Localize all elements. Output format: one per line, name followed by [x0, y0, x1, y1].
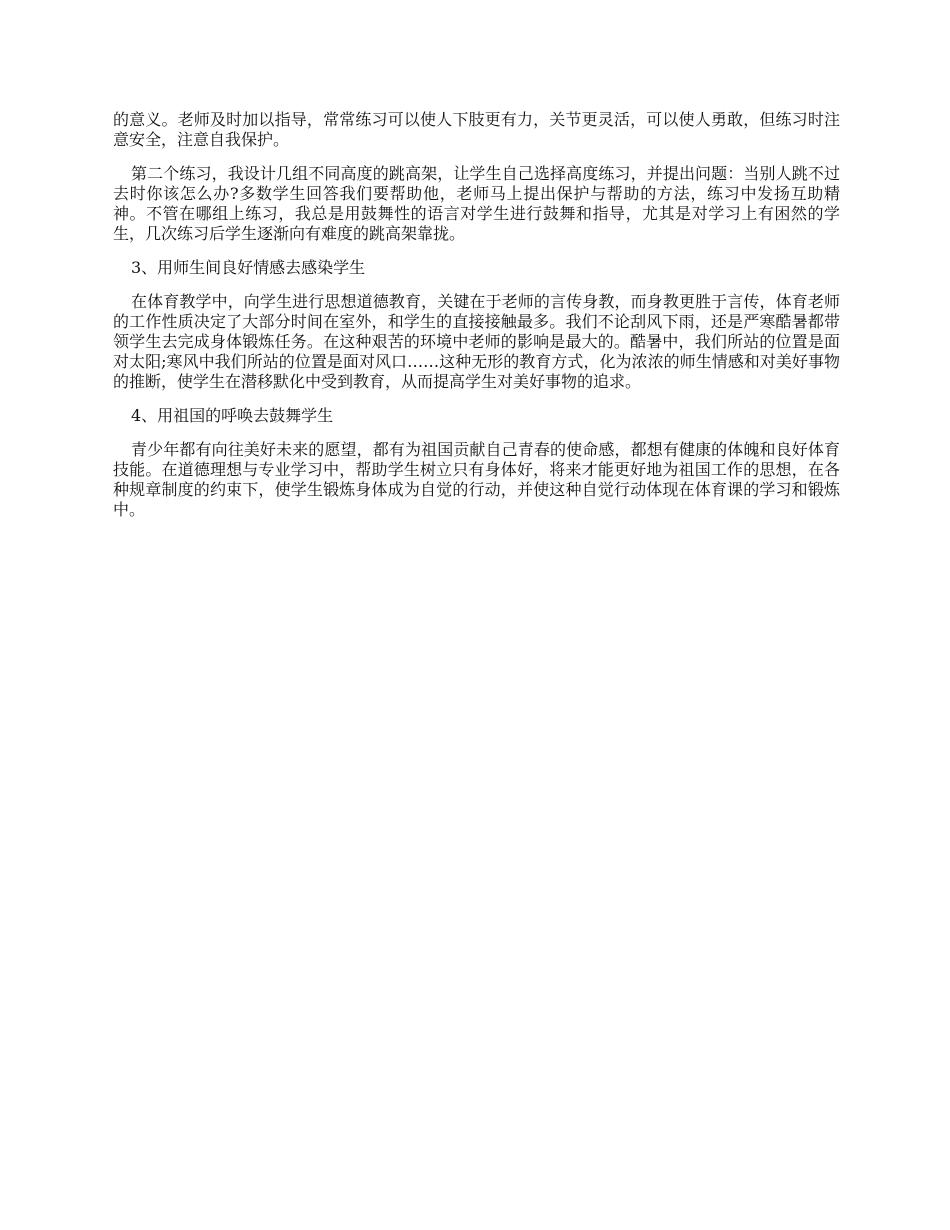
- section-heading-4: 4、用祖国的呼唤去鼓舞学生: [131, 406, 334, 425]
- paragraph-motherland: 青少年都有向往美好未来的愿望，都有为祖国贡献自己青春的使命感，都想有健康的体魄和良好体育技能。在道德理想与专业学习中，帮助学生树立只有身体好，将来才能更好地为祖国工作的思想，在各种规章制度的约束下，使学生锻炼身体成为自觉的行动，并使这种自觉行动体现在体育课的学习和锻炼中。: [113, 440, 840, 519]
- paragraph-emotion: 在体育教学中，向学生进行思想道德教育，关键在于老师的言传身教，而身教更胜于言传，体育老师的工作性质决定了大部分时间在室外，和学生的直接接触最多。我们不论刮风下雨，还是严寒酷暑都带领学生去完成身体锻炼任务。在这种艰苦的环境中老师的影响是最大的。酷暑中，我们所站的位置是面对太阳;寒风中我们所站的位置是面对风口……这种无形的教育方式，化为浓浓的师生情感和对美好事物的推断，使学生在潜移默化中受到教育，从而提高学生对美好事物的追求。: [113, 292, 840, 391]
- paragraph-second-exercise: 第二个练习，我设计几组不同高度的跳高架，让学生自己选择高度练习，并提出问题：当别人跳不过去时你该怎么办?多数学生回答我们要帮助他，老师马上提出保护与帮助的方法，练习中发扬互助精神。不管在哪组上练习，我总是用鼓舞性的语言对学生进行鼓舞和指导，尤其是对学习上有困然的学生，几次练习后学生逐渐向有难度的跳高架靠拢。: [113, 164, 840, 243]
- paragraph-continued: 的意义。老师及时加以指导，常常练习可以使人下肢更有力，关节更灵活，可以使人勇敢，但练习时注意安全，注意自我保护。: [113, 110, 840, 149]
- section-heading-3: 3、用师生间良好情感去感染学生: [131, 258, 366, 277]
- document-body: [113, 110, 840, 534]
